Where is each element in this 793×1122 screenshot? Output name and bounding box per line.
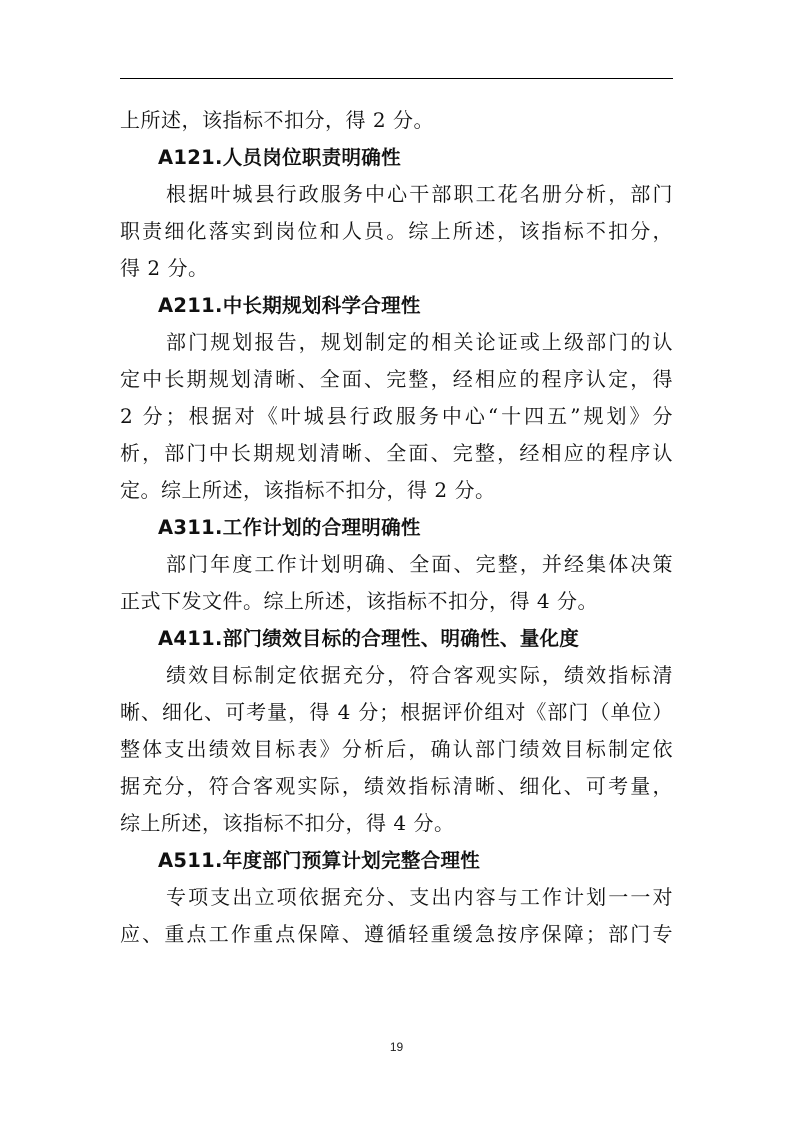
paragraph-line: 部门规划报告，规划制定的相关论证或上级部门的认 [166, 330, 673, 354]
section-heading-a411: A411.部门绩效目标的合理性、明确性、量化度 [158, 627, 580, 650]
paragraph-line: 正式下发文件。综上所述，该指标不扣分，得 4 分。 [120, 589, 598, 613]
page-number: 19 [389, 1040, 404, 1054]
paragraph-line: 析，部门中长期规划清晰、全面、完整，经相应的程序认 [120, 441, 673, 465]
paragraph-line: 根据叶城县行政服务中心干部职工花名册分析，部门 [166, 182, 673, 206]
paragraph-line: 定中长期规划清晰、全面、完整，经相应的程序认定，得 [120, 367, 673, 391]
paragraph-line: 上所述，该指标不扣分，得 2 分。 [120, 108, 434, 132]
paragraph-line: 晰、细化、可考量，得 4 分；根据评价组对《部门（单位） [120, 700, 673, 724]
section-heading-a121: A121.人员岗位职责明确性 [158, 146, 401, 169]
paragraph-line: 综上所述，该指标不扣分，得 4 分。 [120, 811, 455, 835]
paragraph-line: 应、重点工作重点保障、遵循轻重缓急按序保障；部门专 [120, 922, 673, 946]
section-heading-a211: A211.中长期规划科学合理性 [158, 294, 421, 317]
paragraph-line: 据充分，符合客观实际，绩效指标清晰、细化、可考量， [120, 774, 673, 798]
section-heading-a511: A511.年度部门预算计划完整合理性 [158, 849, 481, 872]
paragraph-line: 2 分；根据对《叶城县行政服务中心“十四五”规划》分 [120, 404, 673, 428]
section-heading-a311: A311.工作计划的合理明确性 [158, 516, 421, 539]
paragraph-line: 绩效目标制定依据充分，符合客观实际，绩效指标清 [166, 663, 673, 687]
paragraph-line: 定。综上所述，该指标不扣分，得 2 分。 [120, 478, 496, 502]
document-body [120, 102, 673, 953]
header-rule [120, 78, 673, 79]
paragraph-line: 专项支出立项依据充分、支出内容与工作计划一一对 [166, 885, 673, 909]
paragraph-line: 部门年度工作计划明确、全面、完整，并经集体决策 [166, 552, 673, 576]
paragraph-line: 得 2 分。 [120, 256, 209, 280]
paragraph-line: 职责细化落实到岗位和人员。综上所述，该指标不扣分， [120, 219, 673, 243]
paragraph-line: 整体支出绩效目标表》分析后，确认部门绩效目标制定依 [120, 737, 673, 761]
